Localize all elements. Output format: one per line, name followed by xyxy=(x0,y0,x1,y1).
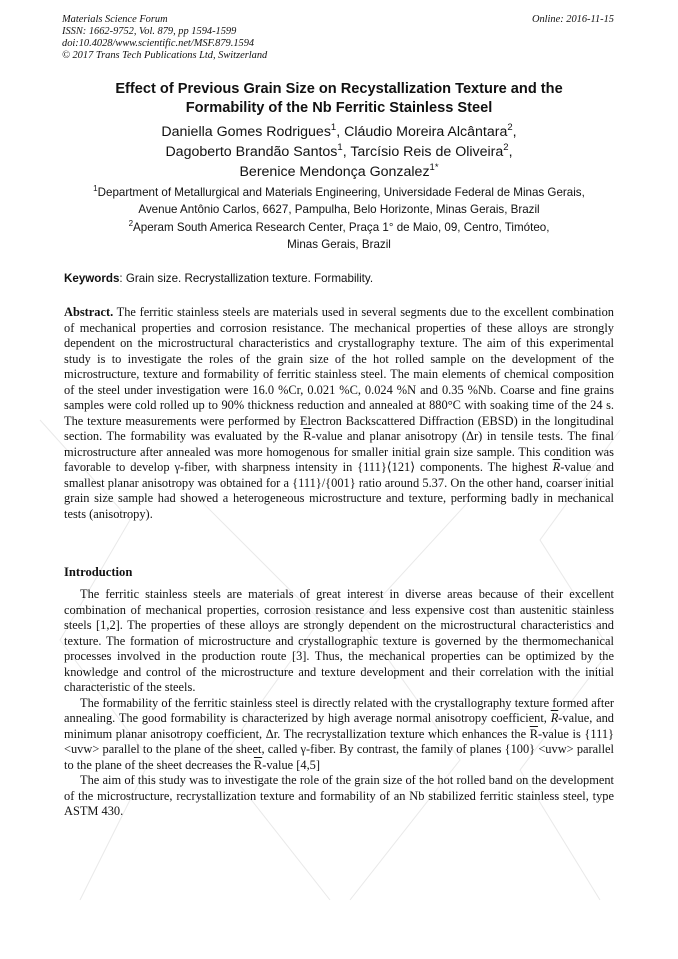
abstract: Abstract. The ferritic stainless steels are materials used in several segments due to the excellent combination of mechanical properties and corrosion resistance. The mechanical properties of these alloys are strongly dependent on the microstructural characteristics and crystallography texture. The aim of this experimental study is to investigate the roles of the grain size of the hot rolled sample on the development of the microstructure, texture and formability of ferritic stainless steel. The main elements of chemical composition of the steel under investigation were 16.0 %Cr, 0.021 %C, 0.024 %N and 0.35 %Nb. Coarse and fine grains samples were cold rolled up to 90% thickness reduction and annealed at 880°C with soaking time of the 24 s. The texture measurements were performed by Electron Backscattered Diffraction (EBSD) in the longitudinal section. The formability was evaluated by the $\overline{R}$-value and planar anisotropy (Δr) in tensile tests. The final microstructure after annealed was more homogenous for smaller initial grain size sample. This condition was favorable to develop γ-fiber, with sharpness intensity in {111}⟨121⟩ components. The highest $\overline{R}$-value and smallest planar anisotropy was obtained for a {111}/{001} ratio around 5.37. On the other hand, coarser initial grain size sample had showed a heterogeneous microstructure and texture, performing badly in mechanical tests (anisotropy). xyxy=(64,305,614,521)
author-line-2: Dagoberto Brandão Santos$^1$, Tarcísio Reis de Oliveira$^2$, xyxy=(165,142,513,160)
r-bar-symbol: $\overline{R}$ xyxy=(253,757,263,772)
author-name: Cláudio Moreira Alcântara xyxy=(344,124,508,140)
journal-header xyxy=(62,14,267,62)
author-affil-mark: 1 xyxy=(337,142,343,153)
author-line-3 xyxy=(60,162,618,182)
author-name: Berenice Mendonça Gonzalez xyxy=(239,164,430,180)
r-bar-symbol: $\overline{R}$ xyxy=(552,460,561,474)
r-bar-symbol: $\overline{R}$ xyxy=(550,711,559,725)
keywords-text: : Grain size. Recrystallization texture. Formability. xyxy=(119,272,374,285)
author-name: Daniella Gomes Rodrigues xyxy=(161,124,331,140)
author-affil-mark: 1 xyxy=(330,122,337,133)
affiliation-line: Department of Metallurgical and Materials Engineering, Universidade Federal de Minas Gerais, xyxy=(97,186,585,199)
intro-paragraph-2: The formability of the ferritic stainless steel is directly related with the crystallography texture formed after annealing. The good formability is characterized by high average normal anisotropy coefficient, $\overline{R}$-value, and minimum planar anisotropy coefficient, Δr. The recrystallization texture which enhances the $\overline{R}$-value is {111}<uvw> parallel to the plane of the sheet, called γ-fiber. By contrast, the family of planes {100} <uvw> parallel to the plane of the sheet decreases the $\overline{R}$-value [4,5] xyxy=(64,695,614,772)
intro-paragraph-3: The aim of this study was to investigate the role of the grain size of the hot rolled band on the development of the microstructure, recrystallization texture and formability of an Nb stabilized ferritic stainless steel, type ASTM 430. xyxy=(64,773,614,818)
affiliation-mark: 2 xyxy=(128,219,134,228)
journal-name: Materials Science Forum xyxy=(62,14,168,25)
author-list xyxy=(60,122,618,182)
author-affil-mark: 1* xyxy=(429,162,439,173)
paper-title xyxy=(60,80,618,118)
intro-paragraph-1: The ferritic stainless steels are materials of great interest in diverse areas because of their excellent combination of mechanical properties, corrosion resistance and less expensive cost than austenitic stainless steels [1,2]. The properties of these alloys are strongly dependent on the microstructural characteristics and texture. The formation of microstructure and crystallographic texture is governed by the thermomechanical processes involved in the production route [3]. Thus, the mechanical properties can be optimized by the knowledge and control of the microstructure and texture development and their correlation with the initial characteristic of the steels. xyxy=(64,587,614,694)
keywords-label: Keywords xyxy=(64,272,120,285)
issn-line: ISSN: 1662-9752, Vol. 879, pp 1594-1599 xyxy=(62,26,237,37)
keywords xyxy=(64,271,614,286)
affiliation-1 xyxy=(62,185,616,218)
author-line-1: Daniella Gomes Rodrigues$^1$, Cláudio Moreira Alcântara$^2$, xyxy=(161,122,517,140)
affiliation-2 xyxy=(62,220,616,253)
doi-line: doi:10.4028/www.scientific.net/MSF.879.1594 xyxy=(62,38,255,49)
author-affil-mark: 2 xyxy=(503,142,509,153)
abstract-label: Abstract. xyxy=(64,305,114,319)
title-line-2: Formability of the Nb Ferritic Stainless Steel xyxy=(185,100,493,116)
online-date: Online: 2016-11-15 xyxy=(531,14,614,25)
author-name: Tarcísio Reis de Oliveira xyxy=(350,144,504,160)
affiliation-line: Aperam South America Research Center, Praça 1° de Maio, 09, Centro, Timóteo, xyxy=(133,221,550,234)
r-bar-symbol: $\overline{R}$ xyxy=(303,429,312,443)
author-affil-mark: 2 xyxy=(507,122,513,133)
r-bar-symbol: $\overline{R}$ xyxy=(529,726,538,741)
introduction-body xyxy=(64,587,614,820)
copyright-line: © 2017 Trans Tech Publications Ltd, Switzerland xyxy=(62,50,268,61)
author-name: Dagoberto Brandão Santos xyxy=(165,144,338,160)
affiliation-line: Minas Gerais, Brazil xyxy=(287,237,391,251)
title-line-1: Effect of Previous Grain Size on Recystallization Texture and the xyxy=(115,81,563,97)
affiliation-line: Avenue Antônio Carlos, 6627, Pampulha, Belo Horizonte, Minas Gerais, Brazil xyxy=(138,202,540,216)
section-heading-introduction: Introduction xyxy=(64,565,133,579)
affiliation-mark: 1 xyxy=(93,184,98,193)
